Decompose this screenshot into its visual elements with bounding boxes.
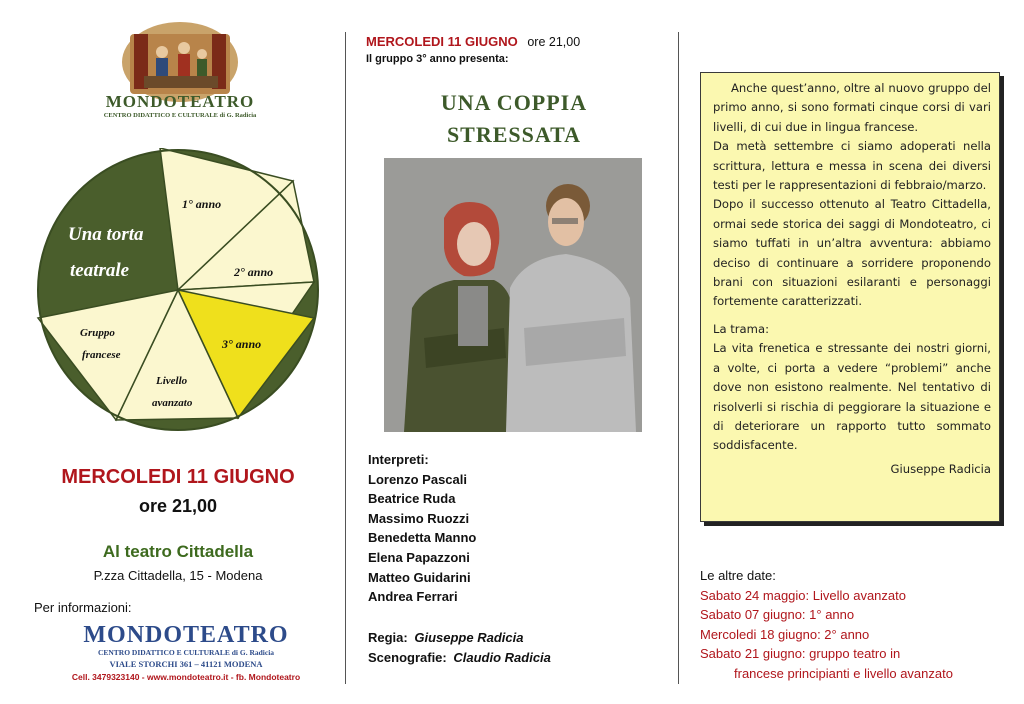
trama-label: La trama: xyxy=(713,321,769,336)
logo-top-name: MONDOTEATRO xyxy=(105,92,255,111)
other-date-item: Mercoledi 18 giugno: 2° anno xyxy=(700,626,870,642)
trama-text: La vita frenetica e stressante dei nostri giorni, a volte, ci porta a vedere “problemi” anche dove non esistono realmente. Nel tentativo di risolverli si rischia di peggiorare la situazione e di deteriorare un rapporto tutto sommato soddisfacente. xyxy=(713,341,991,453)
cast-member: Andrea Ferrari xyxy=(368,589,458,605)
pie-chart xyxy=(36,148,320,432)
left-date: MERCOLEDI 11 GIUGNO xyxy=(61,466,295,488)
info-label: Per informazioni: xyxy=(34,600,132,615)
cast-member: Massimo Ruozzi xyxy=(368,510,470,526)
left-venue: Al teatro Cittadella xyxy=(102,542,254,561)
pie-label-gruppo-2: francese xyxy=(82,349,121,361)
scenografie-label: Scenografie: xyxy=(368,650,447,665)
other-dates xyxy=(700,566,1020,684)
logo-bottom-subtitle: CENTRO DIDATTICO E CULTURALE di G. Radicia xyxy=(97,648,275,657)
cast-block xyxy=(368,452,658,609)
other-date-item: Sabato 21 giugno: gruppo teatro in xyxy=(700,646,901,662)
cast-member: Elena Papazzoni xyxy=(368,549,470,565)
scenografie-name: Claudio Radicia xyxy=(453,650,551,665)
regia-name: Giuseppe Radicia xyxy=(414,630,524,645)
other-dates-label: Le altre date: xyxy=(700,568,776,583)
cast-label: Interpreti: xyxy=(368,452,429,467)
description-box xyxy=(700,72,1000,522)
divider-left xyxy=(345,32,346,684)
cast-member: Lorenzo Pascali xyxy=(368,471,467,487)
show-title-2: STRESSATA xyxy=(446,122,582,147)
pie-label-gruppo-1: Gruppo xyxy=(80,327,115,339)
left-time: ore 21,00 xyxy=(138,496,218,516)
logo-bottom xyxy=(36,622,336,684)
description-paragraph: Dopo il successo ottenuto al Teatro Cittadella, ormai sede storica dei saggi di Mondoteatro, ci siamo tuffati in un’altra avventura: abbiamo deciso di continuare a sorridere proponendo brani con situazioni esilaranti e personaggi fortemente caratterizzati. xyxy=(713,197,991,309)
regia-label: Regia: xyxy=(368,630,408,645)
middle-time: ore 21,00 xyxy=(527,35,581,49)
description-paragraph: Da metà settembre ci siamo adoperati nella scrittura, lettura e messa in scena dei diversi testi per le rappresentazioni di febbraio/marzo. xyxy=(713,139,991,193)
other-date-item: Sabato 07 giugno: 1° anno xyxy=(700,607,855,623)
logo-bottom-street: VIALE STORCHI 361 – 41121 MODENA xyxy=(109,659,263,669)
regia-line xyxy=(368,630,668,645)
description-paragraph: Anche quest’anno, oltre al nuovo gruppo del primo anno, si sono formati cinque corsi di vari livelli, di cui due in lingua francese. xyxy=(713,81,991,134)
cast-member: Benedetta Manno xyxy=(368,530,477,546)
pie-label-livello-2: avanzato xyxy=(152,397,193,409)
other-date-item: Sabato 24 maggio: Livello avanzato xyxy=(700,587,906,603)
logo-bottom-contacts: Cell. 3479323140 - www.mondoteatro.it - fb. Mondoteatro xyxy=(71,672,301,682)
middle-header xyxy=(366,34,666,49)
pie-label-anno1: 1° anno xyxy=(182,197,222,211)
pie-label-torta-2: teatrale xyxy=(70,260,130,281)
cast-member: Matteo Guidarini xyxy=(368,569,471,585)
cast-member: Beatrice Ruda xyxy=(368,491,456,507)
middle-date: MERCOLEDI 11 GIUGNO xyxy=(366,34,518,49)
signature: Giuseppe Radicia xyxy=(890,461,991,476)
pie-label-anno3: 3° anno xyxy=(222,337,262,351)
pie-label-torta-1: Una torta xyxy=(68,224,144,245)
logo-top-subtitle: CENTRO DIDATTICO E CULTURALE di G. Radicia xyxy=(103,112,257,119)
divider-right xyxy=(678,32,679,684)
pie-label-livello-1: Livello xyxy=(156,375,188,387)
show-title-1: UNA COPPIA xyxy=(440,90,588,115)
logo-top xyxy=(92,14,268,124)
other-date-item-cont: francese principianti e livello avanzato xyxy=(734,665,953,681)
scenografie-line xyxy=(368,650,668,665)
show-photo xyxy=(384,158,642,432)
pie-label-anno2: 2° anno xyxy=(234,265,274,279)
presents-line: Il gruppo 3° anno presenta: xyxy=(366,53,509,65)
left-address: P.zza Cittadella, 15 - Modena xyxy=(93,568,263,583)
logo-bottom-name: MONDOTEATRO xyxy=(83,622,289,648)
